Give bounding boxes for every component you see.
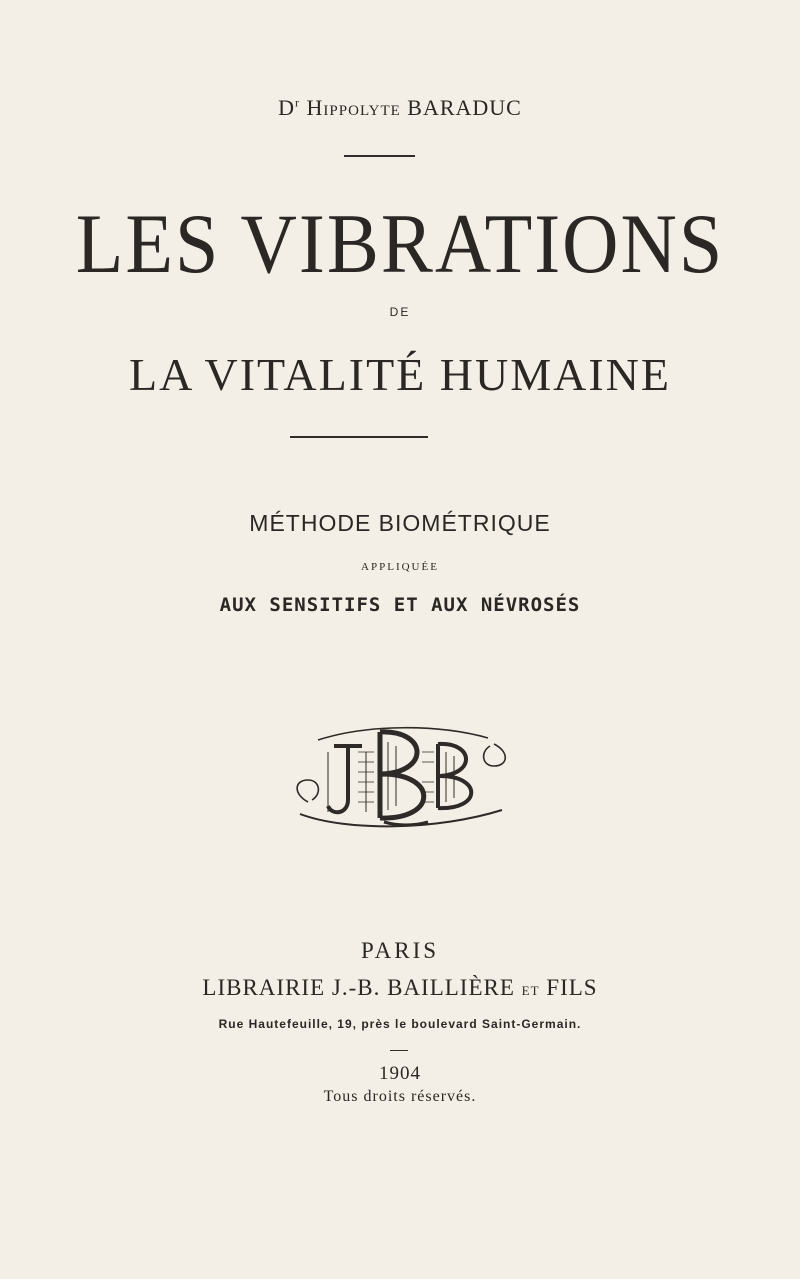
audience-line: AUX SENSITIFS ET AUX NÉVROSÉS [219,594,581,616]
publisher-name [0,975,800,1001]
author-line [0,95,800,121]
author-prefix-sup: r [295,95,301,110]
publisher-address: Rue Hautefeuille, 19, près le boulevard Saint-Germain. [218,1017,582,1031]
applied-label: APPLIQUÉE [361,561,439,573]
title-connector: DE [389,305,411,319]
method-heading: MÉTHODE BIOMÉTRIQUE [249,510,551,536]
book-title: LES VIBRATIONS [75,196,725,291]
divider-middle [290,436,428,438]
publisher-name-part1: LIBRAIRIE J.-B. BAILLIÈRE [202,975,515,1000]
publisher-city: PARIS [360,938,440,963]
publisher-emblem-icon [288,722,514,828]
author-prefix: D [278,95,296,120]
publisher-name-part2: FILS [546,975,598,1000]
rights-notice: Tous droits réservés. [323,1088,477,1105]
divider-bottom [390,1050,408,1051]
book-subtitle: LA VITALITÉ HUMAINE [129,349,671,400]
divider-top [344,155,415,157]
author-first-name: Hippolyte [306,95,401,120]
publisher-name-conj: ET [521,983,540,998]
author-last-name: BARADUC [407,95,522,120]
publication-year: 1904 [379,1063,421,1084]
